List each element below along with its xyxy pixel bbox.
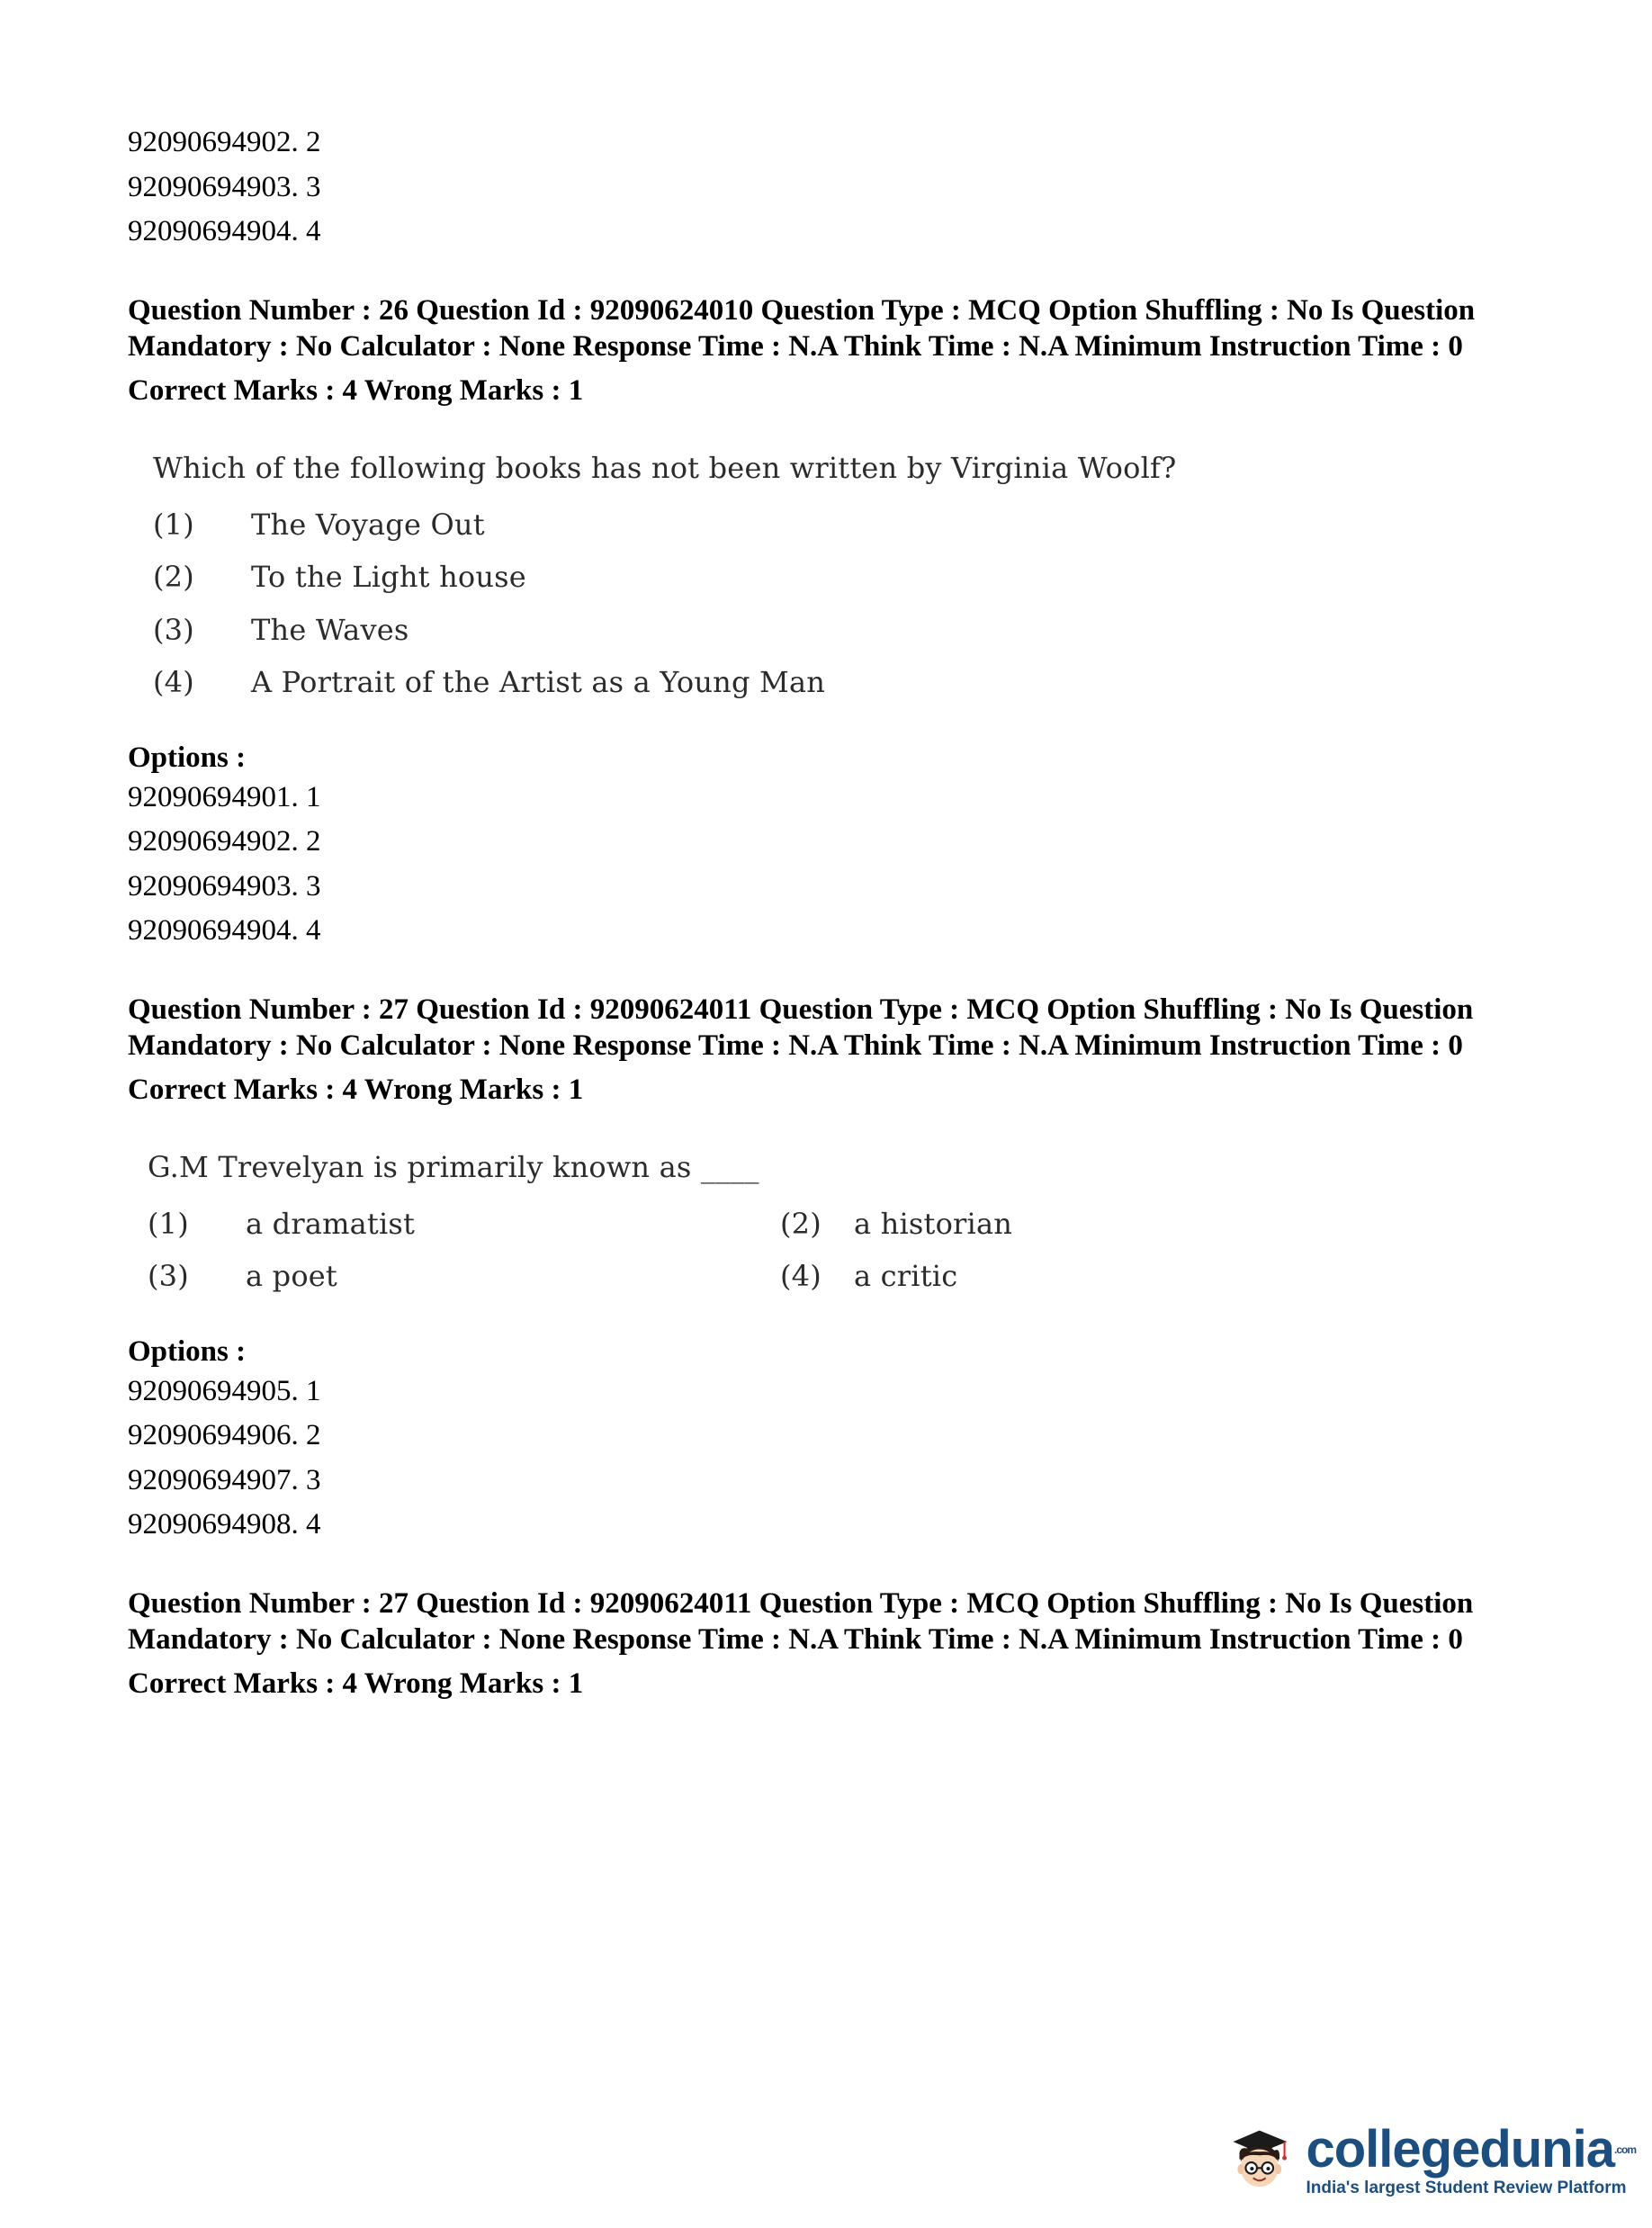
- choice-number: (3): [153, 612, 194, 647]
- choice: [153, 604, 1531, 657]
- option-line: 92090694902. 2: [128, 825, 321, 858]
- choice-text: The Voyage Out: [251, 507, 485, 542]
- option-line: 92090694903. 3: [128, 170, 321, 203]
- option-line: 92090694905. 1: [128, 1374, 321, 1407]
- question-27: [128, 992, 1531, 1548]
- question-header: Question Number : 27 Question Id : 92090624011 Question Type : MCQ Option Shuffling : No Is Question Mandatory : No Calculator : None Response Time : N.A Think Time : N.A Minimum Instruction Time : 0: [128, 993, 1474, 1062]
- choice-text: a dramatist: [246, 1206, 416, 1241]
- choice-row: [148, 1250, 1531, 1303]
- choice-number: (1): [153, 507, 194, 542]
- question-header: Question Number : 27 Question Id : 92090624011 Question Type : MCQ Option Shuffling : No Is Question Mandatory : No Calculator : None Response Time : N.A Think Time : N.A Minimum Instruction Time : 0: [128, 1586, 1474, 1656]
- options-title: Options :: [128, 1334, 247, 1368]
- choice-number: (4): [780, 1259, 822, 1293]
- choice-text: a historian: [854, 1206, 1013, 1241]
- question-stem: Which of the following books has not been written by Virginia Woolf?: [153, 450, 1177, 485]
- choice-number: (4): [153, 665, 194, 699]
- collegedunia-logo: [1222, 2102, 1636, 2219]
- option-line: 92090694904. 4: [128, 914, 321, 947]
- student-mascot-icon: [1222, 2107, 1297, 2215]
- choice-number: (2): [780, 1206, 822, 1241]
- choice-number: (2): [153, 560, 194, 594]
- option-line: 92090694907. 3: [128, 1463, 321, 1496]
- choice-number: (3): [148, 1259, 189, 1293]
- option-line: 92090694906. 2: [128, 1419, 321, 1451]
- choice: [153, 499, 1531, 552]
- options-title: Options :: [128, 741, 247, 774]
- choice-text: a poet: [246, 1259, 337, 1293]
- choice: [148, 1198, 780, 1251]
- option-line: 92090694908. 4: [128, 1508, 321, 1541]
- choice-text: A Portrait of the Artist as a Young Man: [251, 665, 826, 699]
- option-line: 92090694902. 2: [128, 126, 321, 158]
- brand-text: [1306, 2120, 1636, 2198]
- question-27-repeat: [128, 1586, 1531, 1702]
- question-header: Question Number : 26 Question Id : 92090624010 Question Type : MCQ Option Shuffling : No Is Question Mandatory : No Calculator : None Response Time : N.A Think Time : N.A Minimum Instruction Time : 0: [128, 293, 1476, 363]
- choice: [780, 1198, 1413, 1251]
- previous-options: [128, 121, 1531, 255]
- exam-page: [128, 121, 1531, 1702]
- choice-text: To the Light house: [251, 560, 526, 594]
- question-marks: Correct Marks : 4 Wrong Marks : 1: [128, 373, 584, 407]
- choice-number: (1): [148, 1206, 189, 1241]
- choice-text: The Waves: [251, 612, 409, 647]
- choice-row: [148, 1198, 1531, 1251]
- question-marks: Correct Marks : 4 Wrong Marks : 1: [128, 1073, 584, 1106]
- option-line: 92090694904. 4: [128, 215, 321, 247]
- option-line: 92090694901. 1: [128, 780, 321, 813]
- choice: [148, 1250, 780, 1303]
- question-body: [128, 1149, 1531, 1303]
- choice: [780, 1250, 1413, 1303]
- question-26: [128, 292, 1531, 954]
- option-line: 92090694903. 3: [128, 869, 321, 903]
- brand-name: collegedunia$^{.com}$: [1306, 2120, 1636, 2179]
- choice-text: a critic: [854, 1259, 958, 1293]
- question-body: [128, 450, 1531, 709]
- brand-tagline: India's largest Student Review Platform: [1306, 2179, 1627, 2197]
- question-marks: Correct Marks : 4 Wrong Marks : 1: [128, 1667, 584, 1700]
- choice: [153, 656, 1531, 709]
- choice: [153, 551, 1531, 604]
- question-stem: G.M Trevelyan is primarily known as ____: [148, 1149, 759, 1184]
